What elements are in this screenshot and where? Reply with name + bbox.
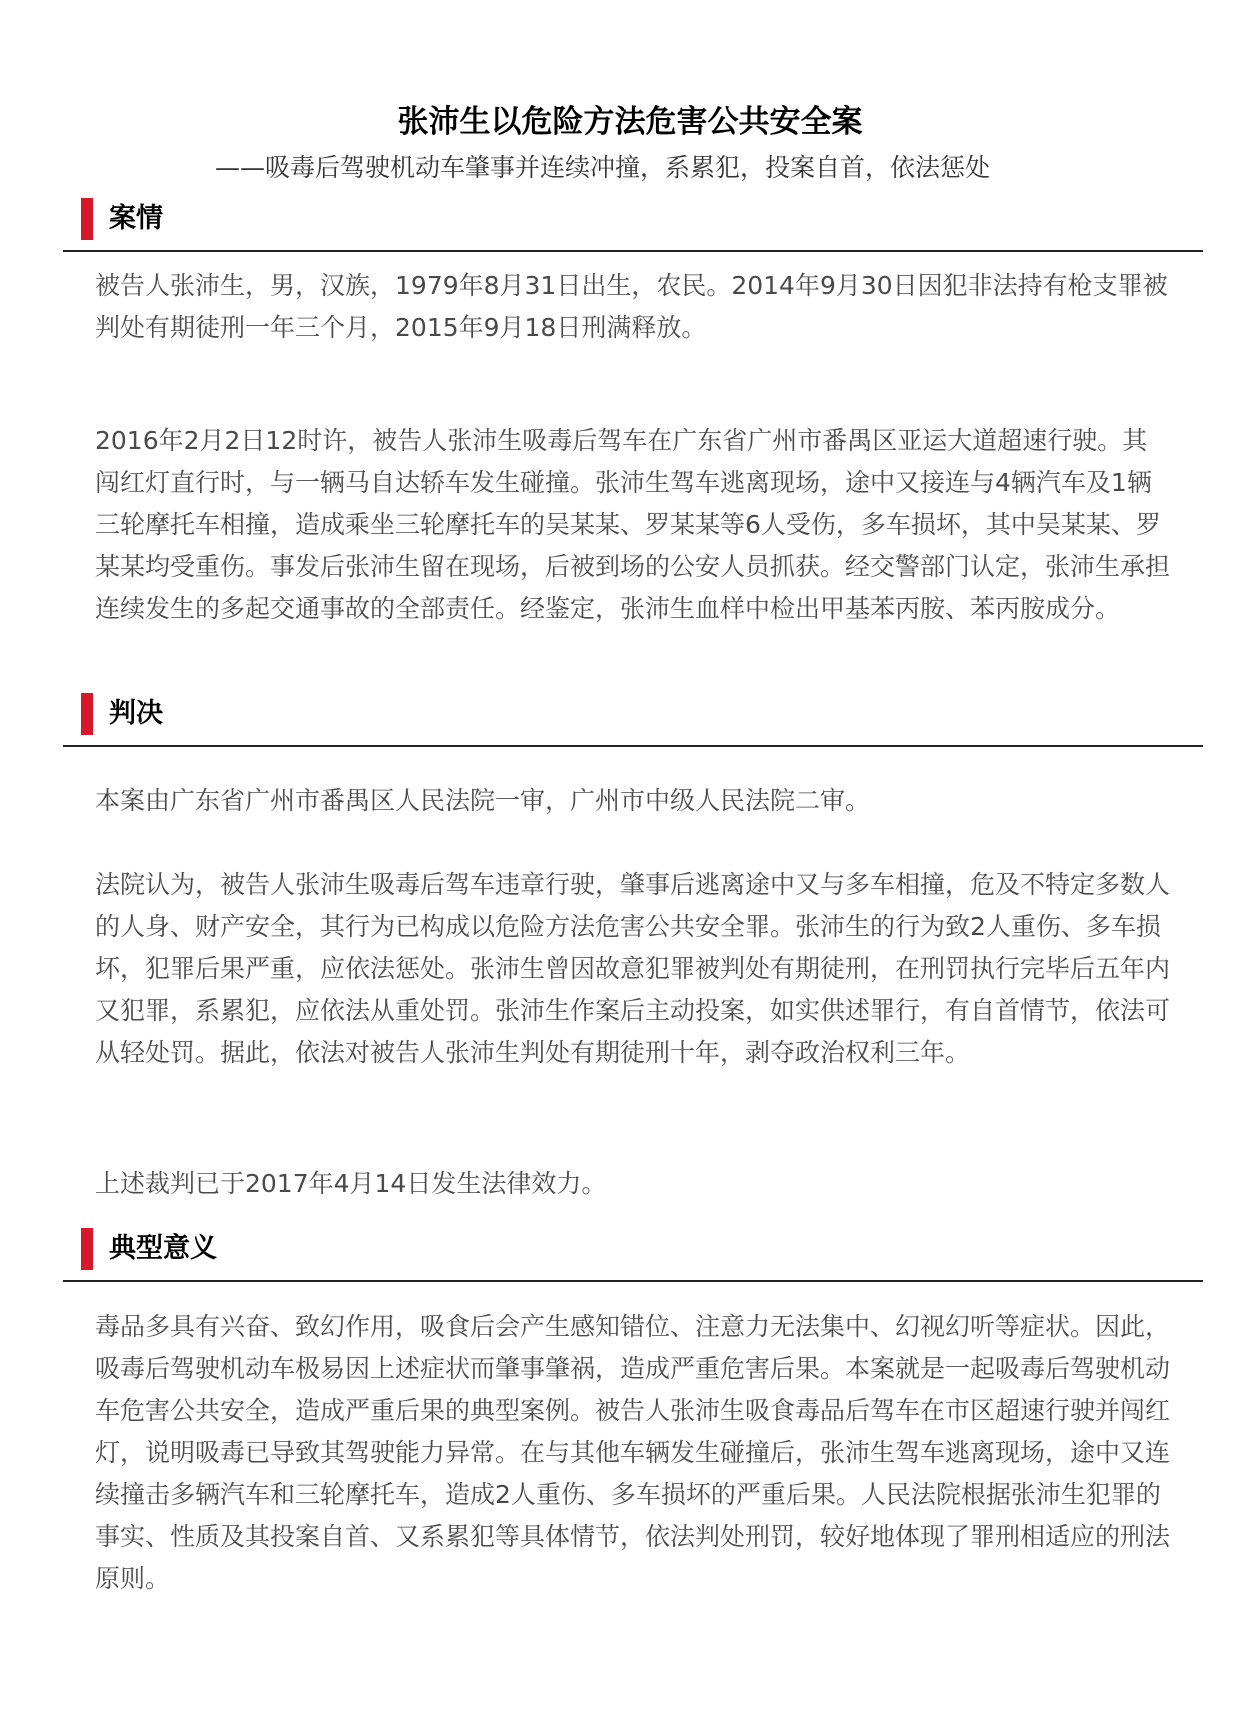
paragraph: 上述裁判已于2017年4月14日发生法律效力。 [95,1169,607,1198]
section-heading-label: 判决 [109,698,163,729]
section-heading-label: 案情 [109,203,163,234]
paragraph: 法院认为，被告人张沛生吸毒后驾车违章行驶，肇事后逃离途中又与多车相撞，危及不特定多数人的人身、财产安全，其行为已构成以危险方法危害公共安全罪。张沛生的行为致2人重伤、多车损坏，犯罪后果严重，应依法惩处。张沛生曾因故意犯罪被判处有期徒刑，在刑罚执行完毕后五年内又犯罪，系累犯，应依法从重处罚。张沛生作案后主动投案，如实供述罪行，有自首情节，依法可从轻处罚。据此，依法对被告人张沛生判处有期徒刑十年，剥夺政治权利三年。 [95,870,1171,1067]
section-heading-case-facts [63,198,1203,252]
section-heading-judgment [63,693,1203,747]
section-heading-significance [63,1228,1203,1282]
document-title-text: 张沛生以危险方法危害公共安全案 [397,104,863,140]
paragraph: 被告人张沛生，男，汉族，1979年8月31日出生，农民。2014年9月30日因犯非法持有枪支罪被判处有期徒刑一年三个月，2015年9月18日刑满释放。 [95,271,1168,342]
section-accent-bar [81,1228,93,1270]
paragraph: 2016年2月2日12时许，被告人张沛生吸毒后驾车在广东省广州市番禺区亚运大道超速行驶。其闯红灯直行时，与一辆马自达轿车发生碰撞。张沛生驾车逃离现场，途中又接连与4辆汽车及1辆三轮摩托车相撞，造成乘坐三轮摩托车的吴某某、罗某某等6人受伤，多车损坏，其中吴某某、罗某某均受重伤。事发后张沛生留在现场，后被到场的公安人员抓获。经交警部门认定，张沛生承担连续发生的多起交通事故的全部责任。经鉴定，张沛生血样中检出甲基苯丙胺、苯丙胺成分。 [95,426,1171,623]
document-title [0,100,1260,144]
section-accent-bar [81,693,93,735]
document-subtitle: ——吸毒后驾驶机动车肇事并连续冲撞，系累犯，投案自首，依法惩处 [215,153,991,182]
section-accent-bar [81,198,93,240]
document-header [0,100,1260,182]
paragraph: 毒品多具有兴奋、致幻作用，吸食后会产生感知错位、注意力无法集中、幻视幻听等症状。因此，吸毒后驾驶机动车极易因上述症状而肇事肇祸，造成严重危害后果。本案就是一起吸毒后驾驶机动车危害公共安全，造成严重后果的典型案例。被告人张沛生吸食毒品后驾车在市区超速行驶并闯红灯，说明吸毒已导致其驾驶能力异常。在与其他车辆发生碰撞后，张沛生驾车逃离现场，途中又连续撞击多辆汽车和三轮摩托车，造成2人重伤、多车损坏的严重后果。人民法院根据张沛生犯罪的事实、性质及其投案自首、又系累犯等具体情节，依法判处刑罚，较好地体现了罪刑相适应的刑法原则。 [95,1312,1171,1593]
paragraph: 本案由广东省广州市番禺区人民法院一审，广州市中级人民法院二审。 [95,786,871,815]
section-heading-label: 典型意义 [109,1233,217,1264]
